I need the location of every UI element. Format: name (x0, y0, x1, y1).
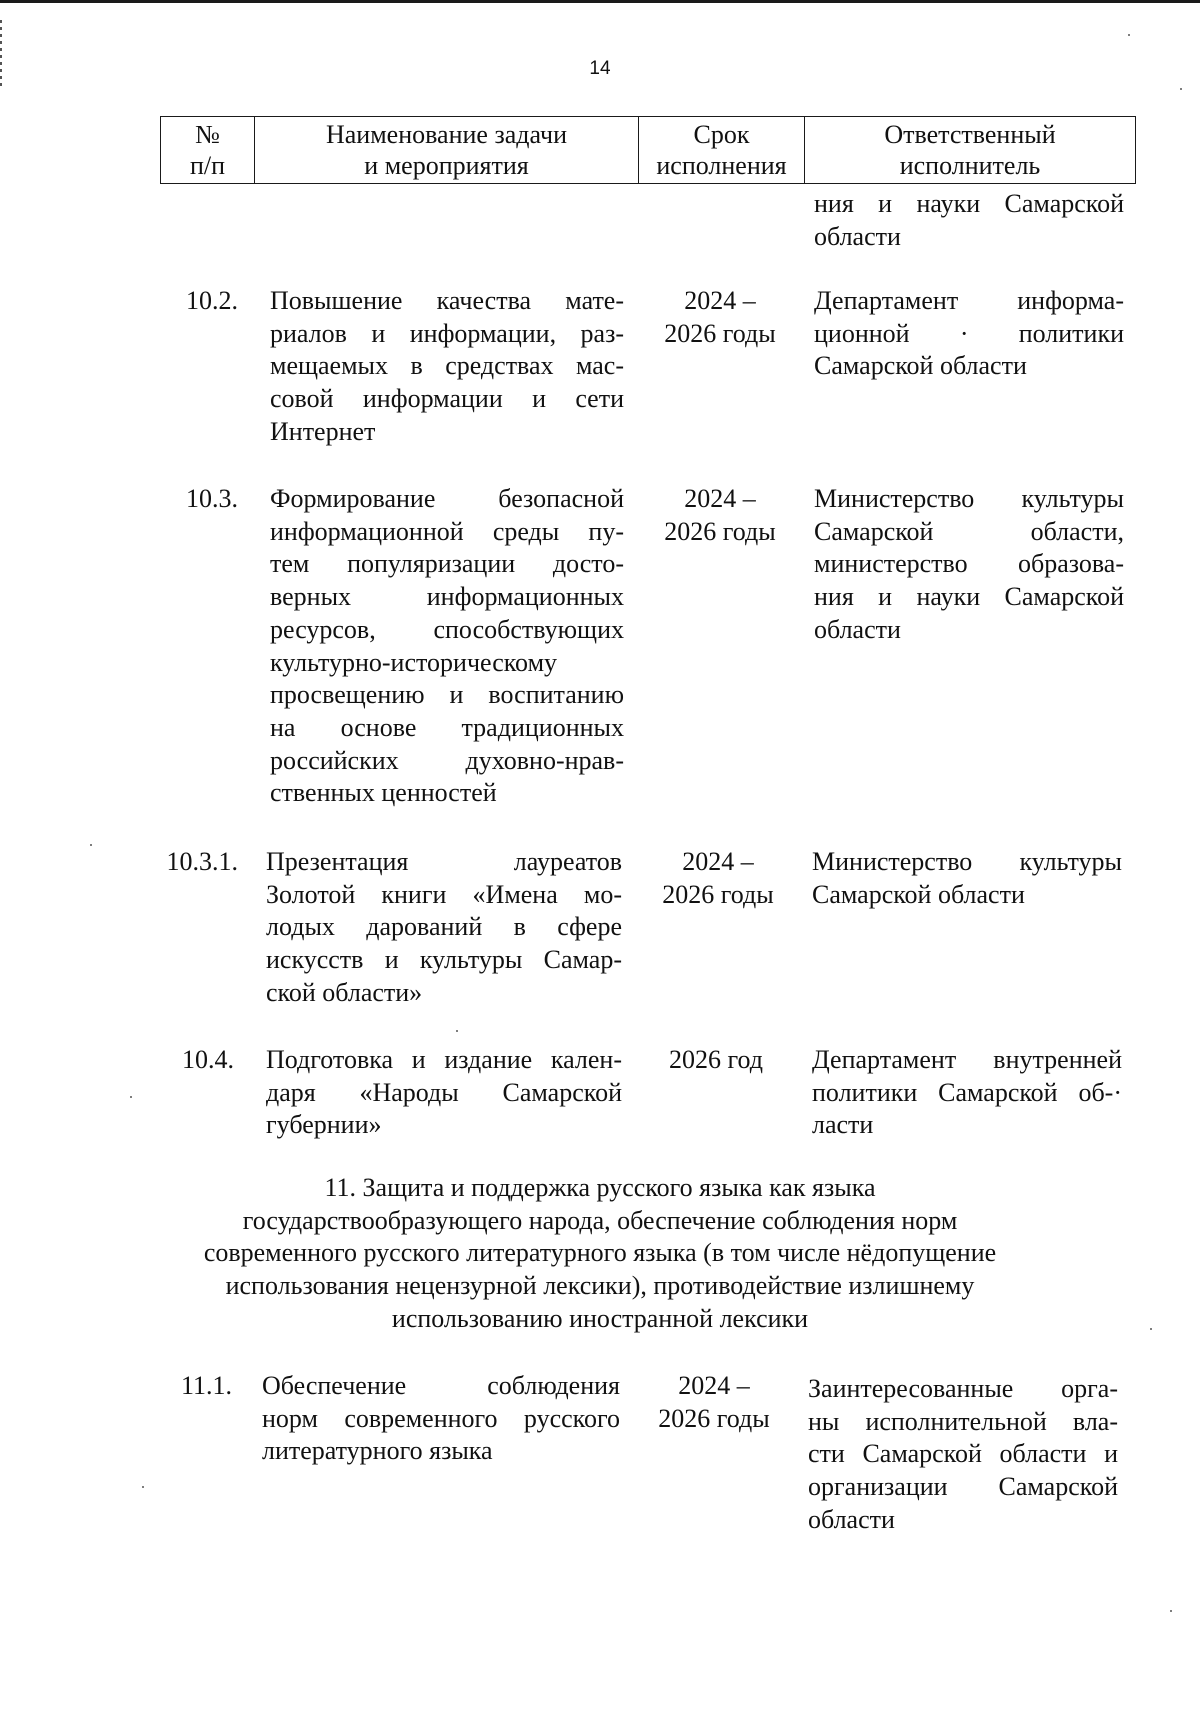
responsible-line: министерство образова- (814, 549, 1124, 579)
task-line: российских духовно-нрав- (270, 745, 624, 775)
row-responsible (812, 846, 1122, 911)
task-line: искусств и культуры Самар- (266, 945, 622, 975)
row-task (270, 285, 624, 449)
row-task (262, 1370, 620, 1468)
task-line: ской области» (266, 977, 423, 1007)
header-number-line2: п/п (189, 151, 226, 180)
task-line: литературного языка (262, 1436, 493, 1466)
responsible-line: ласти (812, 1110, 874, 1140)
responsible-line: области (808, 1504, 895, 1534)
responsible-line: Самарской области, (814, 516, 1124, 546)
section-heading-line: использованию иностранной лексики (391, 1303, 809, 1333)
task-line: тем популяризации досто- (270, 549, 624, 579)
task-line: риалов и информации, раз- (270, 318, 624, 348)
term-line: 2026 годы (662, 879, 774, 909)
responsible-line: области (814, 614, 901, 644)
section-heading (180, 1172, 1020, 1336)
row-responsible (814, 285, 1124, 383)
scan-speck (1170, 1610, 1172, 1612)
responsible-line: Заинтересованные орга- (808, 1374, 1118, 1403)
responsible-line: ния и науки Самарской (814, 582, 1124, 612)
page-number: 14 (589, 58, 611, 79)
header-term-line1: Срок (693, 120, 750, 149)
task-line: Подготовка и издание кален- (266, 1045, 622, 1074)
term-line: 2024 – (682, 847, 754, 876)
responsible-line: Самарской области (814, 351, 1027, 381)
task-line: норм современного русского (262, 1403, 620, 1433)
responsible-line: Министерство культуры (814, 484, 1124, 513)
scan-speck (456, 1030, 458, 1032)
responsible-line: Министерство культуры (812, 847, 1122, 876)
row-responsible (808, 1373, 1118, 1537)
header-responsible-line2: исполнитель (899, 151, 1041, 180)
row-term (636, 1044, 796, 1077)
section-heading-line: современного русского литературного языка (в том числе нёдопущение (203, 1238, 997, 1268)
task-line: даря «Народы Самарской (266, 1077, 622, 1107)
scan-speck (1128, 34, 1130, 36)
term-line: 2026 год (669, 1045, 763, 1074)
row-task (270, 483, 624, 810)
scan-speck (1150, 1328, 1152, 1330)
task-line: мещаемых в средствах мас- (270, 351, 624, 381)
section-heading-line: государствообразующего народа, обеспечение соблюдения норм (242, 1205, 958, 1235)
table-header (160, 116, 1136, 184)
header-term-cell (639, 117, 805, 184)
task-line: Повышение качества мате- (270, 286, 624, 315)
section-heading-line: использования нецензурной лексики), противодействие излишнему (225, 1271, 975, 1301)
row-number: 11.1. (180, 1371, 232, 1400)
task-line: лодых дарований в сфере (266, 912, 622, 942)
header-term-line2: исполнения (656, 151, 787, 180)
term-line: 2024 – (678, 1371, 750, 1400)
responsible-line: организации Самарской (808, 1472, 1118, 1502)
term-line: 2024 – (684, 484, 756, 513)
row-task (266, 846, 622, 1010)
row-task (266, 1044, 622, 1142)
header-number-line1: № (195, 120, 220, 149)
row-number: 10.3. (186, 484, 238, 513)
term-line: 2026 годы (664, 516, 776, 546)
term-line: 2024 – (684, 286, 756, 315)
top-border-line (0, 0, 1200, 3)
responsible-line: Департамент внутренней (812, 1045, 1122, 1074)
responsible-line: сти Самарской области и (808, 1439, 1118, 1469)
responsible-line: ны исполнительной вла- (808, 1406, 1118, 1436)
task-line: просвещению и воспитанию (270, 680, 624, 710)
task-line: информационной среды пу- (270, 516, 624, 546)
row-term (634, 1370, 794, 1435)
responsible-line: Самарской области (812, 879, 1025, 909)
term-line: 2026 годы (658, 1403, 770, 1433)
task-line: ственных ценностей (270, 778, 497, 808)
header-responsible-cell (805, 117, 1136, 184)
task-line: верных информационных (270, 582, 624, 612)
task-line: ресурсов, способствующих (270, 614, 624, 644)
row-responsible (812, 1044, 1122, 1142)
scan-speck (142, 1486, 144, 1488)
continuation-line: области (814, 221, 901, 251)
row-number: 10.3.1. (166, 847, 238, 876)
responsible-line: ционной · политики (814, 318, 1124, 348)
row-number: 10.2. (186, 286, 238, 315)
scan-speck (90, 844, 92, 846)
row-number: 10.4. (182, 1045, 234, 1074)
scan-speck (130, 1096, 132, 1098)
continuation-responsible (814, 188, 1124, 253)
task-line: Интернет (270, 416, 376, 446)
task-line: Обеспечение соблюдения (262, 1371, 620, 1400)
scan-speck (1180, 88, 1182, 90)
header-responsible-line1: Ответственный (884, 120, 1056, 149)
responsible-line: Департамент информа- (814, 286, 1124, 315)
header-number-cell (161, 117, 255, 184)
task-line: губернии» (266, 1110, 382, 1140)
task-line: на основе традиционных (270, 712, 624, 742)
row-responsible (814, 483, 1124, 647)
task-line: Золотой книги «Имена мо- (266, 879, 622, 909)
section-heading-line: 11. Защита и поддержка русского языка как языка (324, 1173, 876, 1202)
task-line: Презентация лауреатов (266, 847, 622, 876)
term-line: 2026 годы (664, 318, 776, 348)
task-line: культурно-историческому (270, 647, 558, 677)
header-task-line1: Наименование задачи (325, 120, 567, 149)
responsible-line: политики Самарской об-· (812, 1077, 1122, 1107)
header-task-line2: и мероприятия (364, 151, 529, 180)
row-term (640, 285, 800, 350)
header-task-cell (255, 117, 639, 184)
task-line: Формирование безопасной (270, 484, 624, 513)
continuation-line: ния и науки Самарской (814, 189, 1124, 218)
task-line: совой информации и сети (270, 384, 624, 414)
row-term (640, 483, 800, 548)
row-term (638, 846, 798, 911)
